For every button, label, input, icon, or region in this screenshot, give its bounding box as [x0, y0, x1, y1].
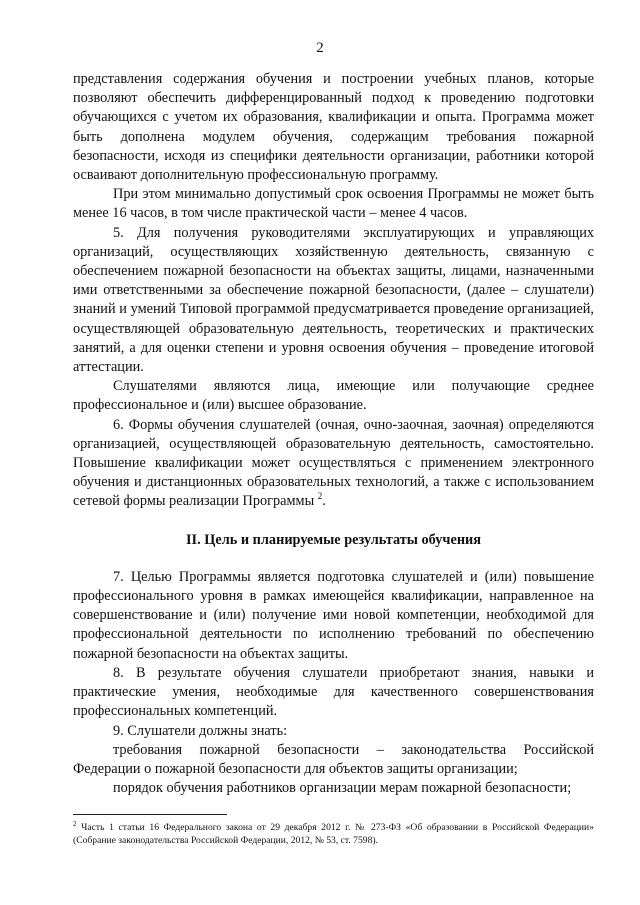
footnote-reference: 2 — [317, 491, 323, 502]
footnote-text: Часть 1 статьи 16 Федерального закона от 29 декабря 2012 г. № 273-ФЗ «Об образовании в Российской Федерации» (Собрание законодательства Российской Федерации, 2012, № 53, ст. 7598). — [73, 822, 594, 846]
footnote-separator — [73, 814, 227, 815]
list-item-training-procedure: порядок обучения работников организации мерам пожарной безопасности; — [113, 780, 572, 797]
footnote — [73, 821, 594, 847]
page-number: 2 — [316, 40, 324, 56]
paragraph-item-9: 9. Слушатели должны знать: — [113, 722, 288, 739]
paragraph-item-6-suffix: . — [322, 493, 326, 510]
paragraph-listeners: Слушателями являются лица, имеющие или получающие среднее профессиональное и (или) высшее образование. — [73, 378, 594, 414]
paragraph-item-8: 8. В результате обучения слушатели приобретают знания, навыки и практические умения, необходимые для качественного совершенствования профессиональных компетенций. — [73, 664, 594, 720]
document-body — [73, 70, 594, 798]
paragraph-continuation: представления содержания обучения и построении учебных планов, которые позволяют обеспечить дифференцированный подход к проведению подготовки обучающихся с учетом их образования, квалификации и опыта. Программа может быть дополнена модулем обучения, содержащим требования пожарной безопасности, исходя из специфики деятельности организации, работники которой осваивают дополнительную профессиональную программу. — [73, 71, 594, 184]
paragraph-item-7: 7. Целью Программы является подготовка слушателей и (или) повышение профессионального уровня в рамках имеющейся квалификации, направленное на совершенствование и (или) получение ими новой компетенции, необходимой для профессиональной деятельности по исполнению требований по обеспечению пожарной безопасности на объектах защиты. — [73, 568, 594, 662]
paragraph-min-duration: При этом минимально допустимый срок освоения Программы не может быть менее 16 часов, в том числе практической части – менее 4 часов. — [73, 186, 594, 222]
paragraph-item-5: 5. Для получения руководителями эксплуатирующих и управляющих организаций, осуществляющих хозяйственную деятельность, связанную с обеспечением пожарной безопасности на объектах защиты, лицами, назначенными ими ответственными за обеспечение пожарной безопасности, (далее – слушатели) знаний и умений Типовой программой предусматривается проведение организацией, осуществляющей образовательную деятельность, теоретических и практических занятий, а для оценки степени и уровня освоения обучения – проведение итоговой аттестации. — [73, 224, 594, 376]
paragraph-item-6 — [73, 416, 594, 512]
list-item-requirements: требования пожарной безопасности – законодательства Российской Федерации о пожарной безопасности для объектов защиты организации; — [73, 741, 594, 777]
footnote-number: 2 — [73, 819, 77, 828]
section-heading: II. Цель и планируемые результаты обучения — [185, 531, 482, 548]
paragraph-item-6-text: 6. Формы обучения слушателей (очная, очно-заочная, заочная) определяются организацией, осуществляющей образовательную деятельность, самостоятельно. Повышение квалификации может осуществляться с применением электронного обучения и дистанционных образовательных технологий, а также с использованием сетевой формы реализации Программы — [73, 416, 594, 510]
